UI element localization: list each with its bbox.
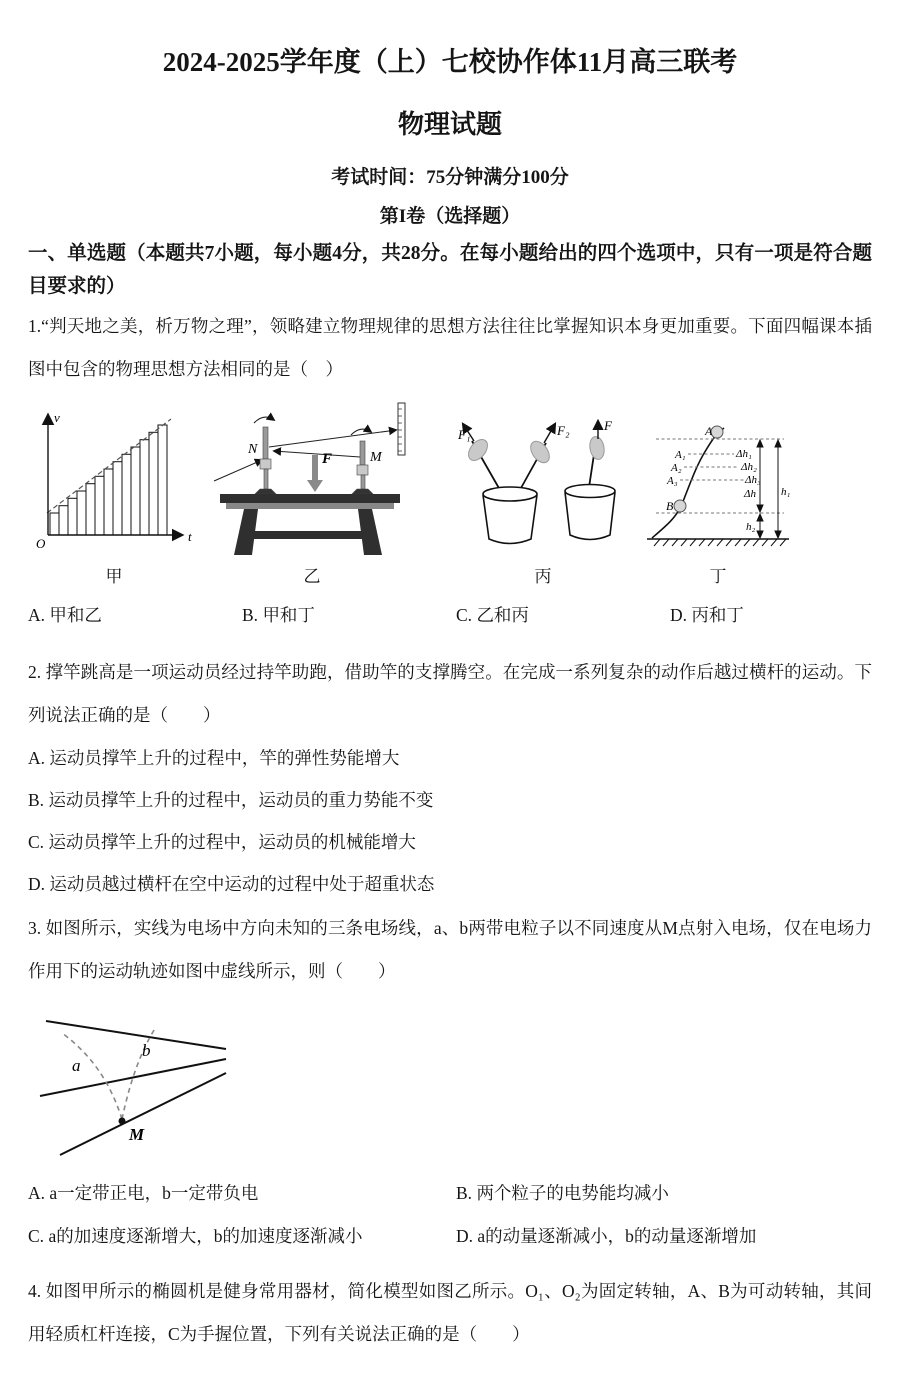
option-text: 乙和丙 <box>476 604 529 625</box>
x-axis-label: t <box>188 528 192 544</box>
y-axis-label: v <box>54 409 60 425</box>
q1-option-a <box>28 602 242 627</box>
table <box>220 494 400 555</box>
q4-stem: 4. 如图甲所示的椭圆机是健身常用器材，简化模型如图乙所示。O₁、O₂为固定转轴，A、B为可动转轴，其间用轻质杠杆连接，C为手握位置，下列有关说法正确的是（ ） <box>28 1280 872 1344</box>
option-text: 甲和丁 <box>262 604 315 625</box>
option-key: B. <box>456 1182 473 1203</box>
scale-ruler <box>398 403 405 455</box>
label-h2: h₂ <box>746 520 756 533</box>
ball-a <box>711 426 723 438</box>
q1-stem: 1.“判天地之美，析万物之理”，领略建立物理规律的思想方法往往比掌握知识本身更加重要。下面四幅课本插图中包含的物理思想方法相同的是（ ） <box>28 315 872 379</box>
q1-options <box>28 602 872 627</box>
label-a: A <box>705 423 713 438</box>
q3-option-a <box>28 1172 456 1215</box>
left-bucket <box>463 424 555 544</box>
label-a2: A₂ <box>671 461 682 474</box>
label-dh3: Δh₃ <box>745 473 761 486</box>
q2-options <box>28 737 872 905</box>
volume-heading: 第I卷（选择题） <box>379 205 521 227</box>
option-key: B. <box>28 789 45 810</box>
q2-stem: 2. 撑竿跳高是一项运动员经过持竿助跑，借助竿的支撑腾空。在完成一系列复杂的动作后越过横杆的运动。下列说法正确的是（ ） <box>28 661 872 725</box>
option-key: C. <box>456 604 473 625</box>
right-bucket <box>565 421 615 540</box>
label-m: M <box>370 449 382 465</box>
vt-bar-graph <box>30 405 198 557</box>
field-lines-figure <box>34 999 239 1159</box>
figure-bing <box>458 417 628 587</box>
bucket-forces <box>458 417 628 557</box>
label-f1: F₁ <box>458 426 471 442</box>
option-text: a的动量逐渐减小，b的动量逐渐增加 <box>477 1225 757 1246</box>
light-rays <box>214 417 396 481</box>
q1-option-c <box>456 602 670 627</box>
q3-option-b <box>456 1172 872 1215</box>
option-key: D. <box>670 604 688 625</box>
label-a1: A₁ <box>675 448 686 461</box>
q2-option-b <box>28 779 872 821</box>
q1-figure-row <box>30 397 872 587</box>
q3-options <box>28 1172 872 1258</box>
option-text: a一定带正电，b一定带负电 <box>49 1182 259 1203</box>
label-dh1: Δh₁ <box>736 447 752 460</box>
exam-info: 考试时间：75分钟满分100分 <box>331 166 569 188</box>
option-text: 运动员撑竿上升的过程中，竿的弹性势能增大 <box>49 747 400 768</box>
q1-option-d <box>670 602 744 627</box>
option-text: 运动员撑竿上升的过程中，运动员的重力势能不变 <box>48 789 434 810</box>
q2-option-d <box>28 863 872 905</box>
option-key: D. <box>456 1225 474 1246</box>
figure-ding-caption: 丁 <box>709 566 727 586</box>
exam-subtitle: 物理试题 <box>397 109 502 139</box>
option-key: A. <box>28 604 46 625</box>
label-h1: h₁ <box>781 485 791 498</box>
q3-stem: 3. 如图所示，实线为电场中方向未知的三条电场线，a、b两带电粒子以不同速度从M点射入电场，仅在电场力作用下的运动轨迹如图中虚线所示，则（ ） <box>28 917 872 981</box>
velocity-bars <box>50 425 167 535</box>
ball-b <box>674 500 686 512</box>
option-text: 两个粒子的电势能均减小 <box>476 1182 669 1203</box>
figure-yi <box>212 397 412 587</box>
measure-arrows <box>757 440 781 538</box>
post-n <box>255 427 276 494</box>
option-text: 丙和丁 <box>691 604 744 625</box>
figure-yi-caption: 乙 <box>303 566 321 586</box>
q3-option-d <box>456 1215 872 1258</box>
force-arrow-down <box>307 455 323 492</box>
figure-jia-caption: 甲 <box>105 566 123 586</box>
label-a3: A₃ <box>667 474 678 487</box>
q1-option-b <box>242 602 456 627</box>
label-f: F <box>322 450 333 467</box>
option-text: 运动员越过横杆在空中运动的过程中处于超重状态 <box>49 873 435 894</box>
option-key: D. <box>28 873 46 894</box>
label-f: F <box>604 417 612 433</box>
label-f2: F₂ <box>557 422 570 438</box>
option-key: A. <box>28 1182 46 1203</box>
label-n: N <box>248 441 258 457</box>
option-key: C. <box>28 1225 45 1246</box>
q3-option-c <box>28 1215 456 1258</box>
option-key: B. <box>242 604 259 625</box>
slope-heights <box>644 422 792 557</box>
option-text: 运动员撑竿上升的过程中，运动员的机械能增大 <box>48 831 416 852</box>
slope-curve <box>652 428 724 538</box>
q3-figure <box>34 999 872 1164</box>
label-b: b <box>142 1040 151 1060</box>
label-a: a <box>72 1055 81 1075</box>
table-experiment <box>212 397 412 557</box>
option-text: a的加速度逐渐增大，b的加速度逐渐减小 <box>48 1225 363 1246</box>
label-dh: Δh <box>744 487 756 500</box>
option-text: 甲和乙 <box>49 604 102 625</box>
label-dh2: Δh₂ <box>741 460 757 473</box>
post-m <box>352 441 373 494</box>
figure-bing-caption: 丙 <box>534 566 552 586</box>
right-hand <box>527 438 553 466</box>
figure-ding <box>644 422 792 587</box>
point-m-dot <box>119 1117 126 1124</box>
exam-title: 2024-2025学年度（上）七校协作体11月高三联考 <box>162 47 738 77</box>
q2-option-c <box>28 821 872 863</box>
origin-label: O <box>36 535 46 551</box>
option-key: C. <box>28 831 45 852</box>
option-key: A. <box>28 747 46 768</box>
q2-option-a <box>28 737 872 779</box>
section-heading: 一、单选题（本题共7小题，每小题4分，共28分。在每小题给出的四个选项中，只有一项是符合题目要求的） <box>28 242 872 297</box>
figure-jia <box>30 405 198 587</box>
label-m: M <box>129 1124 145 1144</box>
single-hand <box>588 435 606 460</box>
label-b: B <box>666 498 674 513</box>
ground <box>647 539 789 546</box>
